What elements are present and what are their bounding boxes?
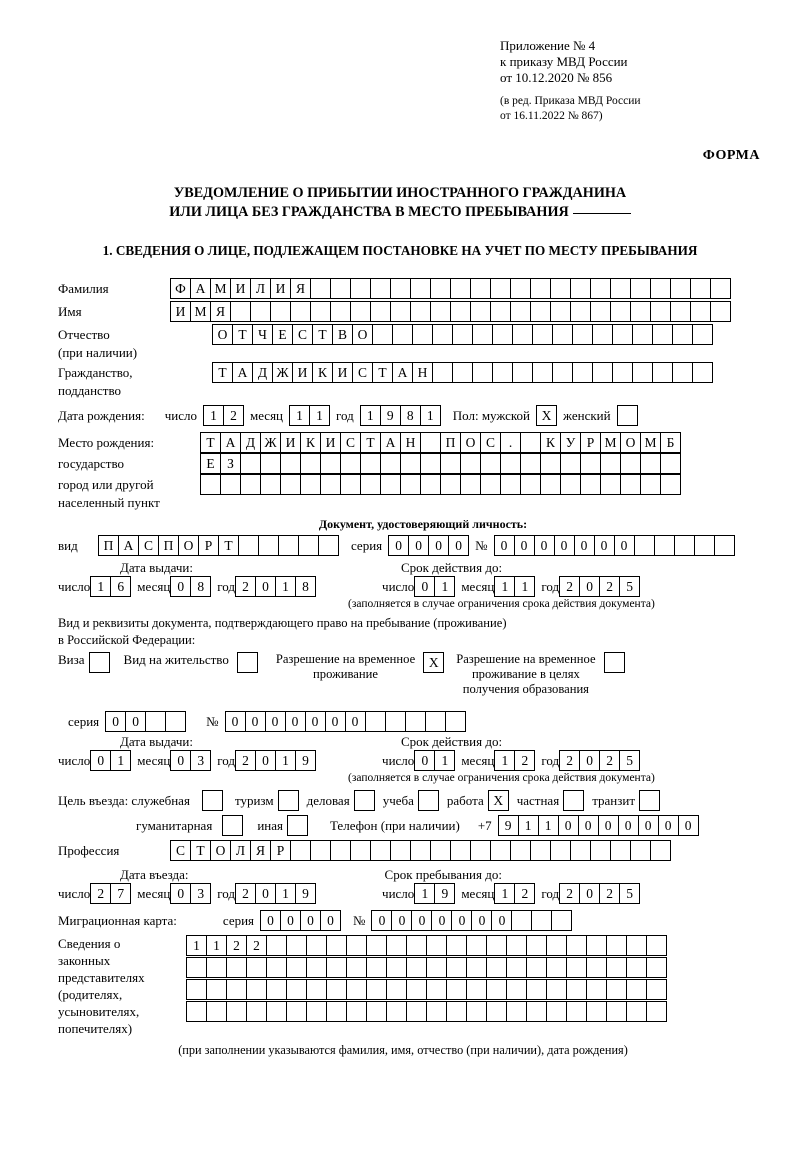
birthplace-line-2-input[interactable]: Е З: [200, 453, 681, 474]
legal-label-line2: законных: [58, 953, 111, 968]
purpose-business-checkbox[interactable]: [354, 790, 375, 811]
permit-valid-day-input[interactable]: 0 1: [414, 750, 455, 771]
doc-issue-month-label: месяц: [137, 579, 171, 594]
stay-until-label: Срок пребывания до:: [384, 867, 502, 882]
title-blank-line: [573, 213, 631, 214]
row-name: [58, 301, 748, 322]
purpose-private-label: частная: [516, 793, 560, 808]
birthplace-line-1-input[interactable]: Т А Д Ж И К И С Т А Н П О С . К У Р М О М Б: [200, 432, 681, 453]
legal-line-4-input[interactable]: [186, 1001, 667, 1022]
doc-issue-year-label: год: [217, 579, 236, 594]
birthplace-label-city: город или другой: [58, 476, 154, 492]
permit-number-input[interactable]: 0 0 0 0 0 0 0: [225, 711, 466, 732]
sex-female-checkbox[interactable]: [617, 405, 638, 426]
permit-number-label: №: [206, 714, 219, 729]
entry-month-input[interactable]: 0 3: [170, 883, 211, 904]
purpose-label: Цель въезда: служебная: [58, 793, 190, 808]
permit-series-label: серия: [68, 714, 100, 729]
stay-year-input[interactable]: 2 0 2 5: [559, 883, 640, 904]
permit-issue-month-label: месяц: [137, 753, 171, 768]
permit-issue-date-label: Дата выдачи:: [120, 734, 194, 749]
purpose-work-label: работа: [446, 793, 484, 808]
purpose-study-checkbox[interactable]: [418, 790, 439, 811]
birth-month-input[interactable]: 1 1: [289, 405, 330, 426]
patronymic-label: Отчество: [58, 326, 110, 342]
legal-representatives-block: [58, 935, 748, 1037]
phone-label: Телефон (при наличии): [329, 818, 460, 833]
entry-day-label: число: [58, 886, 91, 901]
doc-valid-day-label: число: [382, 579, 415, 594]
header-line-5: от 16.11.2022 № 867): [500, 110, 603, 122]
doc-valid-month-input[interactable]: 1 1: [494, 576, 535, 597]
patronymic-sub-label: (при наличии): [58, 345, 138, 360]
residence-permit-checkbox[interactable]: [237, 652, 258, 673]
migration-series-input[interactable]: 0 0 0 0: [260, 910, 341, 931]
purpose-tourism-label: туризм: [234, 793, 274, 808]
permit-issue-day-input[interactable]: 0 1: [90, 750, 131, 771]
entry-date-label: Дата въезда:: [120, 867, 189, 882]
migration-number-label: №: [353, 913, 366, 928]
stay-year-label: год: [541, 886, 560, 901]
birth-year-input[interactable]: 1 9 8 1: [360, 405, 441, 426]
identity-doc-heading: Документ, удостоверяющий личность:: [318, 517, 528, 531]
legal-label-line4: (родителях,: [58, 987, 123, 1002]
education-residence-label-line1: Разрешение на временное: [456, 652, 596, 666]
birthplace-line-3-input[interactable]: [200, 474, 681, 495]
header-line-3: от 10.12.2020 № 856: [500, 70, 613, 85]
title-line-1: УВЕДОМЛЕНИЕ О ПРИБЫТИИ ИНОСТРАННОГО ГРАЖДАНИНА: [173, 185, 627, 201]
doc-issue-month-input[interactable]: 0 8: [170, 576, 211, 597]
permit-valid-until-label: Срок действия до:: [401, 734, 503, 749]
surname-label: Фамилия: [58, 280, 109, 296]
purpose-business-label: деловая: [306, 793, 350, 808]
entry-day-input[interactable]: 2 7: [90, 883, 131, 904]
stay-month-input[interactable]: 1 2: [494, 883, 535, 904]
row-citizenship: [58, 362, 748, 383]
forma-label: ФОРМА: [702, 148, 760, 163]
legal-line-1-input[interactable]: 1 1 2 2: [186, 935, 667, 956]
birth-day-label: число: [164, 408, 197, 423]
doc-issue-day-input[interactable]: 1 6: [90, 576, 131, 597]
stay-day-input[interactable]: 1 9: [414, 883, 455, 904]
legal-label-line5: усыновителях,: [58, 1004, 140, 1019]
permit-limit-note: (заполняется в случае ограничения срока действия документа): [348, 772, 655, 784]
doc-number-label: №: [475, 538, 488, 553]
row-patronymic: [58, 324, 748, 345]
permit-series-input[interactable]: 0 0: [105, 711, 186, 732]
name-label: Имя: [58, 303, 82, 319]
legal-line-3-input[interactable]: [186, 979, 667, 1000]
row-entry-dates-labels: [58, 867, 748, 882]
legal-label-line1: Сведения о: [58, 936, 121, 951]
row-migration-card: [58, 910, 748, 931]
row-permit-types: [58, 652, 748, 697]
row-entry-dates: [58, 883, 748, 904]
row-permit-series: [58, 711, 748, 732]
birth-month-label: месяц: [249, 408, 284, 423]
birth-day-input[interactable]: 1 2: [203, 405, 244, 426]
entry-year-label: год: [217, 886, 236, 901]
phone-prefix: +7: [477, 818, 492, 833]
row-birthdate: [58, 405, 748, 426]
citizenship-label-1: Гражданство,: [58, 364, 133, 380]
row-purpose: [58, 790, 748, 811]
sex-male-label: Пол: мужской: [452, 408, 531, 423]
birth-year-label: год: [336, 408, 354, 423]
purpose-transit-checkbox[interactable]: [639, 790, 660, 811]
purpose-transit-label: транзит: [592, 793, 636, 808]
legal-representatives-inputs: [186, 935, 667, 1037]
doc-series-label: серия: [351, 538, 383, 553]
doc-series-input[interactable]: 0 0 0 0: [388, 535, 469, 556]
permit-paragraph-1: Вид и реквизиты документа, подтверждающего право на пребывание (проживание): [58, 616, 507, 630]
row-birthplace-2: [58, 453, 748, 474]
birthplace-label-state: государство: [58, 455, 124, 471]
permit-issue-year-label: год: [217, 753, 236, 768]
header-line-1: Приложение № 4: [500, 38, 596, 53]
sex-male-checkbox[interactable]: [536, 405, 557, 426]
name-input[interactable]: И М Я: [170, 301, 731, 322]
purpose-humanitarian-label: гуманитарная: [136, 818, 213, 833]
row-profession: [58, 840, 748, 861]
row-surname: [58, 278, 748, 299]
purpose-work-checkbox[interactable]: X: [488, 790, 509, 811]
document-header: [500, 38, 760, 124]
patronymic-input[interactable]: О Т Ч Е С Т В О: [212, 324, 713, 345]
entry-year-input[interactable]: 2 0 1 9: [235, 883, 316, 904]
citizenship-input[interactable]: Т А Д Ж И К И С Т А Н: [212, 362, 713, 383]
doc-issue-date-label: Дата выдачи:: [120, 560, 194, 575]
residence-permit-label: Вид на жительство: [123, 652, 229, 667]
section-1-heading: 1. СВЕДЕНИЯ О ЛИЦЕ, ПОДЛЕЖАЩЕМ ПОСТАНОВКЕ НА УЧЕТ ПО МЕСТУ ПРЕБЫВАНИЯ: [102, 243, 698, 258]
row-patronymic-note: [58, 345, 748, 361]
doc-valid-month-label: месяц: [461, 579, 495, 594]
row-citizenship-2: [58, 383, 748, 399]
doc-valid-year-label: год: [541, 579, 560, 594]
legal-line-2-input[interactable]: [186, 957, 667, 978]
row-doc-dates: [58, 576, 748, 597]
purpose-service-checkbox[interactable]: [202, 790, 223, 811]
permit-issue-year-input[interactable]: 2 0 1 9: [235, 750, 316, 771]
surname-input[interactable]: Ф А М И Л И Я: [170, 278, 731, 299]
migration-series-label: серия: [222, 913, 255, 928]
migration-number-input[interactable]: 0 0 0 0 0 0 0: [371, 910, 572, 931]
purpose-study-label: учеба: [382, 793, 414, 808]
education-residence-label-line3: получения образования: [462, 682, 589, 696]
doc-number-input[interactable]: 0 0 0 0 0 0 0: [494, 535, 735, 556]
visa-label: Виза: [58, 652, 85, 667]
legal-representatives-label: [58, 935, 170, 1037]
stay-day-label: число: [382, 886, 415, 901]
permit-issue-month-input[interactable]: 0 3: [170, 750, 211, 771]
temp-residence-label: [276, 652, 415, 682]
purpose-humanitarian-checkbox[interactable]: [222, 815, 243, 836]
purpose-other-checkbox[interactable]: [287, 815, 308, 836]
doc-type-input[interactable]: П А С П О Р Т: [98, 535, 339, 556]
profession-label: Профессия: [58, 842, 120, 858]
education-residence-label: [456, 652, 595, 697]
temp-residence-label-line1: Разрешение на временное: [275, 652, 416, 666]
doc-valid-until-label: Срок действия до:: [401, 560, 503, 575]
birthplace-label: Место рождения:: [58, 434, 155, 450]
legal-label-line3: представителях: [58, 970, 145, 985]
row-purpose-2: [58, 815, 748, 836]
row-doc-dates-labels: [58, 560, 748, 575]
title-line-2: ИЛИ ЛИЦА БЕЗ ГРАЖДАНСТВА В МЕСТО ПРЕБЫВАНИЯ: [169, 204, 569, 220]
education-residence-checkbox[interactable]: [604, 652, 625, 673]
migration-card-label: Миграционная карта:: [58, 913, 177, 928]
entry-month-label: месяц: [137, 886, 171, 901]
doc-limit-note: (заполняется в случае ограничения срока действия документа): [348, 598, 655, 610]
permit-valid-year-label: год: [541, 753, 560, 768]
education-residence-label-line2: проживание в целях: [471, 667, 580, 681]
birthplace-label-settlement: населенный пункт: [58, 495, 160, 510]
visa-checkbox[interactable]: [89, 652, 110, 673]
birthdate-label: Дата рождения:: [58, 408, 145, 423]
permit-valid-month-label: месяц: [461, 753, 495, 768]
permit-valid-month-input[interactable]: 1 2: [494, 750, 535, 771]
phone-input[interactable]: 9 1 1 0 0 0 0 0 0 0: [498, 815, 699, 836]
purpose-other-label: иная: [257, 818, 283, 833]
profession-input[interactable]: С Т О Л Я Р: [170, 840, 671, 861]
stay-month-label: месяц: [461, 886, 495, 901]
sex-male-value: X: [536, 405, 557, 426]
row-doc-type: [58, 535, 748, 556]
citizenship-label-2: подданство: [58, 383, 122, 398]
legal-label-line6: попечителях): [58, 1021, 133, 1036]
doc-valid-day-input[interactable]: 0 1: [414, 576, 455, 597]
permit-valid-day-label: число: [382, 753, 415, 768]
page-title: [0, 184, 800, 222]
temp-residence-label-line2: проживание: [313, 667, 378, 681]
row-permit-dates: [58, 750, 748, 771]
header-line-2: к приказу МВД России: [500, 54, 628, 69]
form-body: [58, 278, 748, 1058]
row-birthplace-1: [58, 432, 748, 453]
purpose-tourism-checkbox[interactable]: [278, 790, 299, 811]
row-permit-dates-labels: [58, 734, 748, 749]
row-birthplace-3: [58, 474, 748, 495]
doc-valid-year-input[interactable]: 2 0 2 5: [559, 576, 640, 597]
sex-female-value: [617, 405, 638, 426]
header-line-4: (в ред. Приказа МВД России: [500, 95, 641, 107]
doc-type-label: вид: [58, 538, 78, 553]
sex-female-label: женский: [563, 408, 611, 423]
doc-issue-day-label: число: [58, 579, 91, 594]
permit-valid-year-input[interactable]: 2 0 2 5: [559, 750, 640, 771]
permit-paragraph-2: в Российской Федерации:: [58, 633, 196, 647]
purpose-private-checkbox[interactable]: [563, 790, 584, 811]
permit-issue-day-label: число: [58, 753, 91, 768]
row-birthplace-4: [58, 495, 748, 511]
bottom-note: (при заполнении указываются фамилия, имя, отчество (при наличии), дата рождения): [178, 1043, 628, 1057]
temp-residence-checkbox[interactable]: X: [423, 652, 444, 673]
doc-issue-year-input[interactable]: 2 0 1 8: [235, 576, 316, 597]
